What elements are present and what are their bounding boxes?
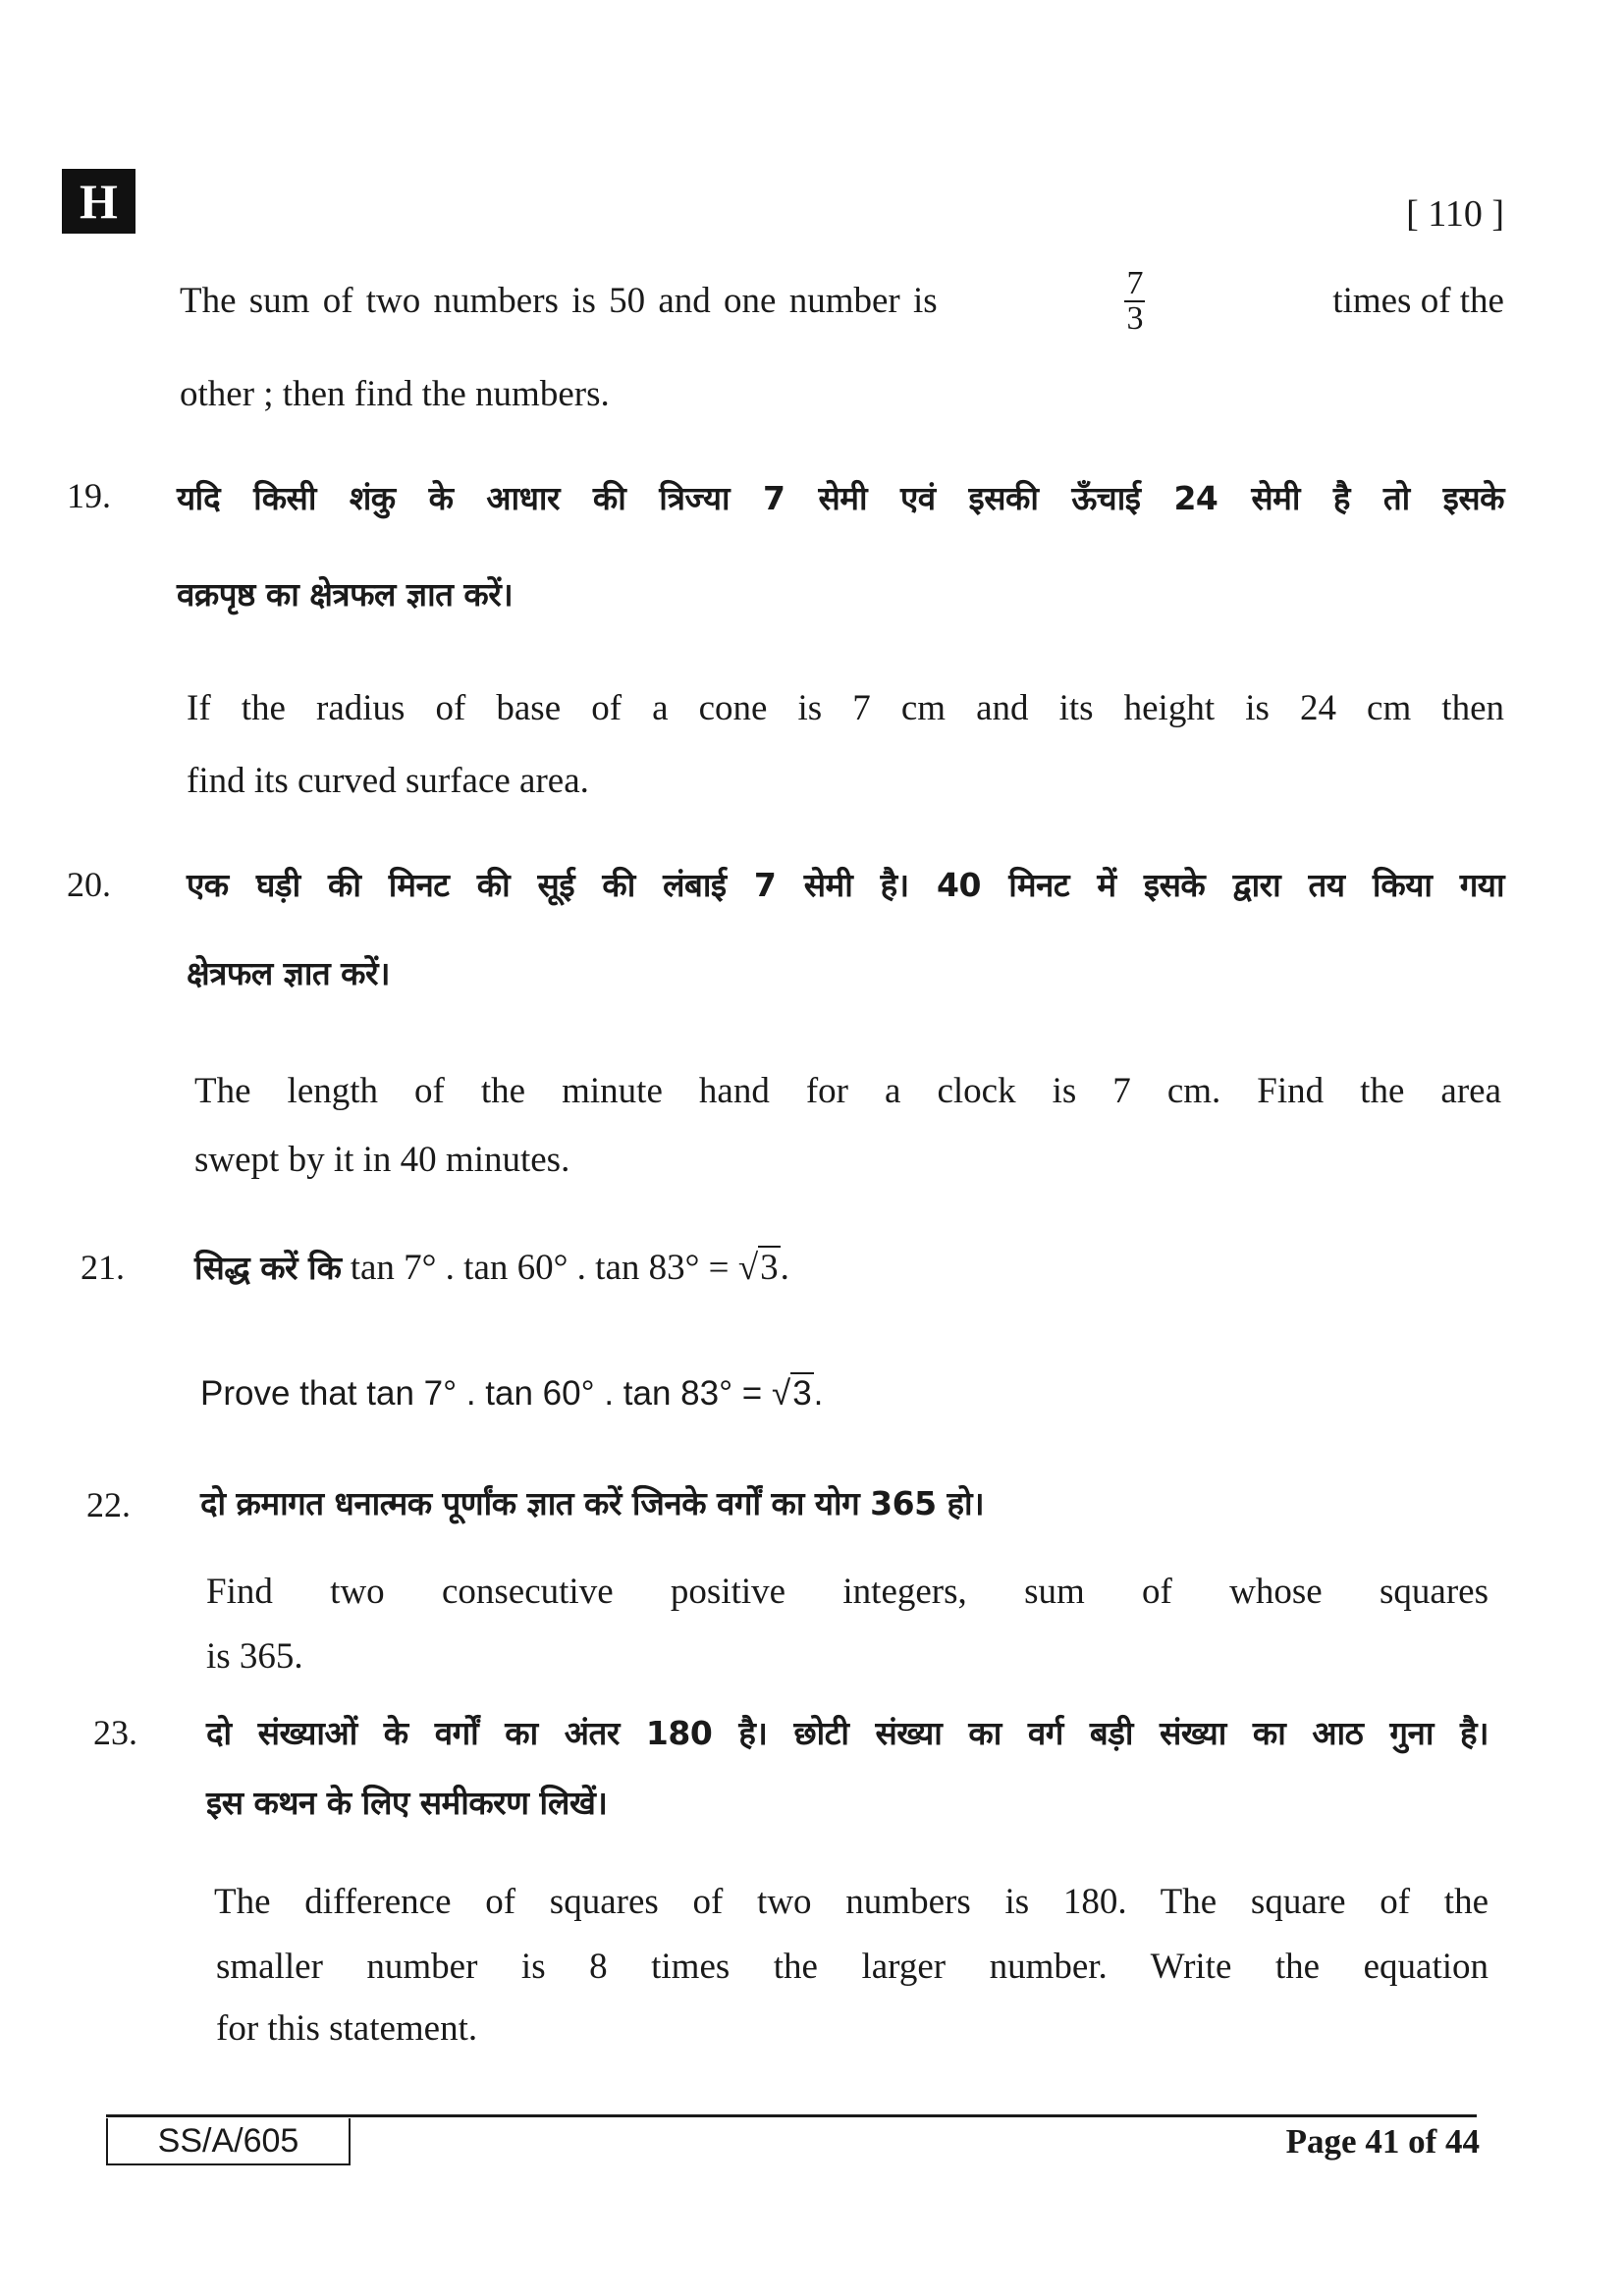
q23-hindi-line2: इस कथन के लिए समीकरण लिखें। [206,1784,608,1822]
q22-hindi-line1: दो क्रमागत धनात्मक पूर्णांक ज्ञात करें जिनके वर्गों का योग 365 हो। [200,1484,985,1522]
q20-english-line2: swept by it in 40 minutes. [194,1140,570,1180]
q21-expression: tan 7° . tan 60° . tan 83° = [366,1374,763,1413]
radicand: 3 [760,1248,779,1288]
sqrt-symbol: √3 [737,1248,779,1288]
q20-english-line1: The length of the minute hand for a clock is 7 cm. Find the area [194,1071,1501,1111]
question-number: 21. [81,1248,125,1287]
q18-line1 [180,267,1504,336]
question-number: 22. [86,1485,131,1524]
q18-text-a: The sum of two numbers is 50 and one number is [180,281,938,321]
question-number: 19. [67,476,111,515]
fraction-denominator: 3 [1126,300,1144,337]
q23-english-line2: smaller number is 8 times the larger number. Write the equation [216,1947,1489,1987]
section-badge: H [62,169,135,234]
radicand: 3 [792,1374,812,1413]
q20-hindi-line2: क्षेत्रफल ज्ञात करें। [187,954,391,992]
footer-divider [106,2114,1477,2117]
q21-hindi-line [194,1247,789,1290]
q23-english-line3: for this statement. [216,2008,478,2049]
period: . [813,1374,824,1413]
q21-english-prefix: Prove that [200,1374,357,1413]
q19-hindi-line2: वक्रपृष्ठ का क्षेत्रफल ज्ञात करें। [177,575,514,614]
marks-label: [ 110 ] [1406,193,1504,235]
page-number: Page 41 of 44 [1285,2122,1480,2161]
q20-hindi-line1: एक घड़ी की मिनट की सूई की लंबाई 7 सेमी है। 40 मिनट में इसके द्वारा तय किया गया [187,866,1504,904]
q19-hindi-line1: यदि किसी शंकु के आधार की त्रिज्या 7 सेमी एवं इसकी ऊँचाई 24 सेमी है तो इसके [177,479,1504,517]
period: . [780,1248,789,1288]
q21-hindi-prefix: सिद्ध करें कि [194,1249,342,1287]
question-number: 20. [67,865,111,904]
q18-text-b: times of the [1332,281,1504,321]
q21-english-line [200,1372,823,1415]
q19-english-line1: If the radius of base of a cone is 7 cm and its height is 24 cm then [187,688,1504,728]
paper-code: SS/A/605 [106,2118,351,2165]
q18-line2: other ; then find the numbers. [180,374,610,414]
fraction-numerator: 7 [1126,265,1144,301]
q22-english-line2: is 365. [206,1636,303,1677]
q21-expression: tan 7° . tan 60° . tan 83° = [350,1248,730,1288]
q22-english-line1: Find two consecutive positive integers, sum of whose squares [206,1572,1489,1612]
q23-hindi-line1: दो संख्याओं के वर्गों का अंतर 180 है। छोटी संख्या का वर्ग बड़ी संख्या का आठ गुना है। [206,1714,1489,1752]
q23-english-line1: The difference of squares of two numbers is 180. The square of the [214,1882,1489,1922]
sqrt-symbol: √3 [771,1374,812,1413]
fraction [1124,267,1145,336]
question-number: 23. [93,1713,137,1752]
q19-english-line2: find its curved surface area. [187,761,589,801]
